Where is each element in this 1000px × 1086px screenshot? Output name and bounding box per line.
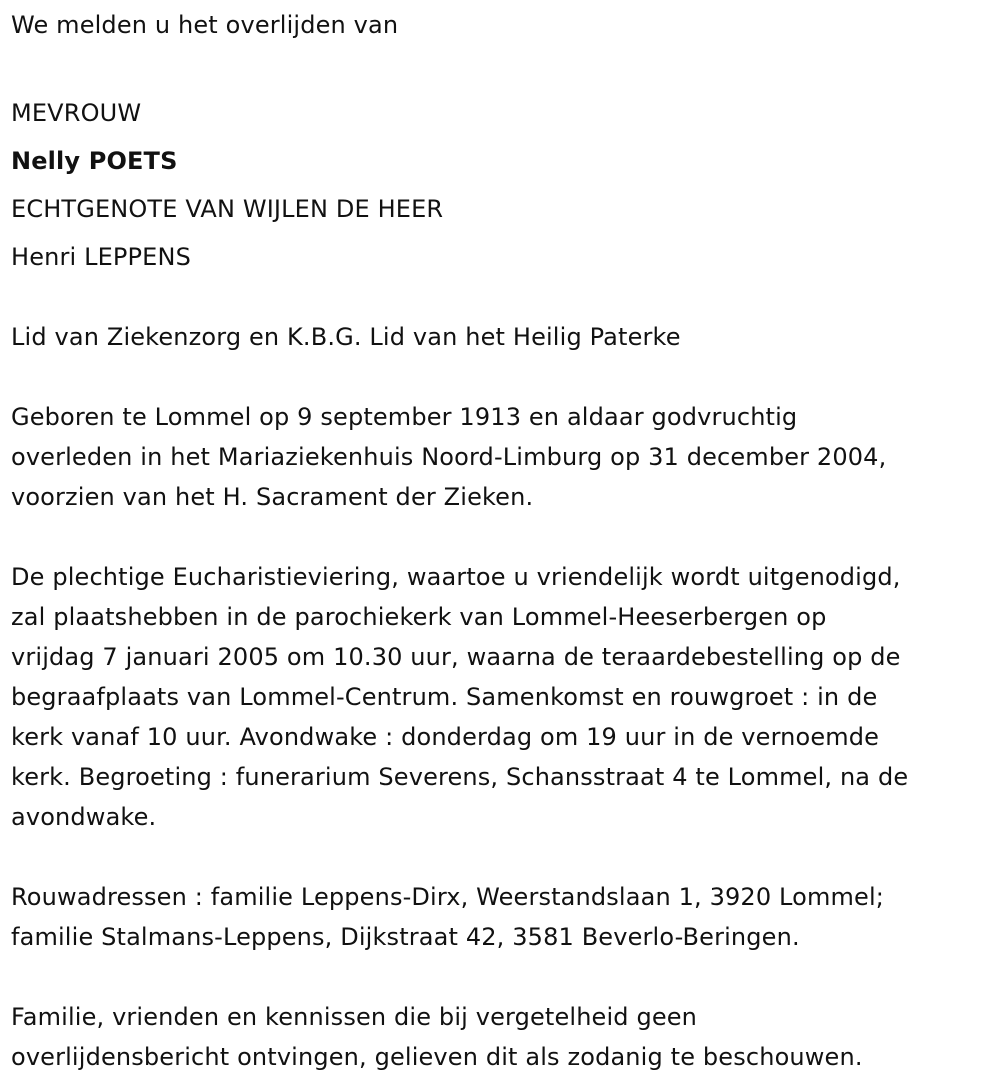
spacer — [11, 277, 996, 317]
spouse-line: ECHTGENOTE VAN WIJLEN DE HEER — [11, 195, 444, 223]
membership-text: Lid van Ziekenzorg en K.B.G. Lid van het Heilig Paterke — [11, 323, 681, 351]
paragraph-line: overleden in het Mariaziekenhuis Noord-Limburg op 31 december 2004, — [11, 443, 887, 471]
paragraph-line: overlijdensbericht ontvingen, gelieven dit als zodanig te beschouwen. — [11, 1043, 863, 1071]
paragraph-line: familie Stalmans-Leppens, Dijkstraat 42, 3581 Beverlo-Beringen. — [11, 923, 800, 951]
intro-text: We melden u het overlijden van — [11, 11, 399, 39]
paragraph-line: kerk. Begroeting : funerarium Severens, Schansstraat 4 te Lommel, na de — [11, 763, 909, 791]
honorific: MEVROUW — [11, 99, 142, 127]
deceased-name: Nelly POETS — [11, 147, 178, 175]
paragraph-line: Rouwadressen : familie Leppens-Dirx, Weerstandslaan 1, 3920 Lommel; — [11, 883, 884, 911]
paragraph-line: zal plaatshebben in de parochiekerk van Lommel-Heeserbergen op — [11, 603, 827, 631]
spacer — [11, 957, 996, 997]
spacer — [11, 837, 996, 877]
paragraph-line: vrijdag 7 januari 2005 om 10.30 uur, waarna de teraardebestelling op de — [11, 643, 901, 671]
spacer — [11, 517, 996, 557]
paragraph-line: voorzien van het H. Sacrament der Zieken. — [11, 483, 534, 511]
paragraph-line: Geboren te Lommel op 9 september 1913 en aldaar godvruchtig — [11, 403, 798, 431]
spacer — [11, 357, 996, 397]
birth-death-paragraph — [11, 397, 996, 517]
paragraph-line: kerk vanaf 10 uur. Avondwake : donderdag om 19 uur in de vernoemde — [11, 723, 880, 751]
death-notice — [11, 5, 996, 1077]
spouse-name: Henri LEPPENS — [11, 243, 191, 271]
paragraph-line: Familie, vrienden en kennissen die bij vergetelheid geen — [11, 1003, 698, 1031]
closing-paragraph — [11, 997, 996, 1077]
paragraph-line: avondwake. — [11, 803, 157, 831]
addresses-paragraph — [11, 877, 996, 957]
spacer — [11, 45, 996, 85]
ceremony-paragraph — [11, 557, 996, 837]
paragraph-line: De plechtige Eucharistieviering, waartoe u vriendelijk wordt uitgenodigd, — [11, 563, 901, 591]
paragraph-line: begraafplaats van Lommel-Centrum. Samenkomst en rouwgroet : in de — [11, 683, 878, 711]
